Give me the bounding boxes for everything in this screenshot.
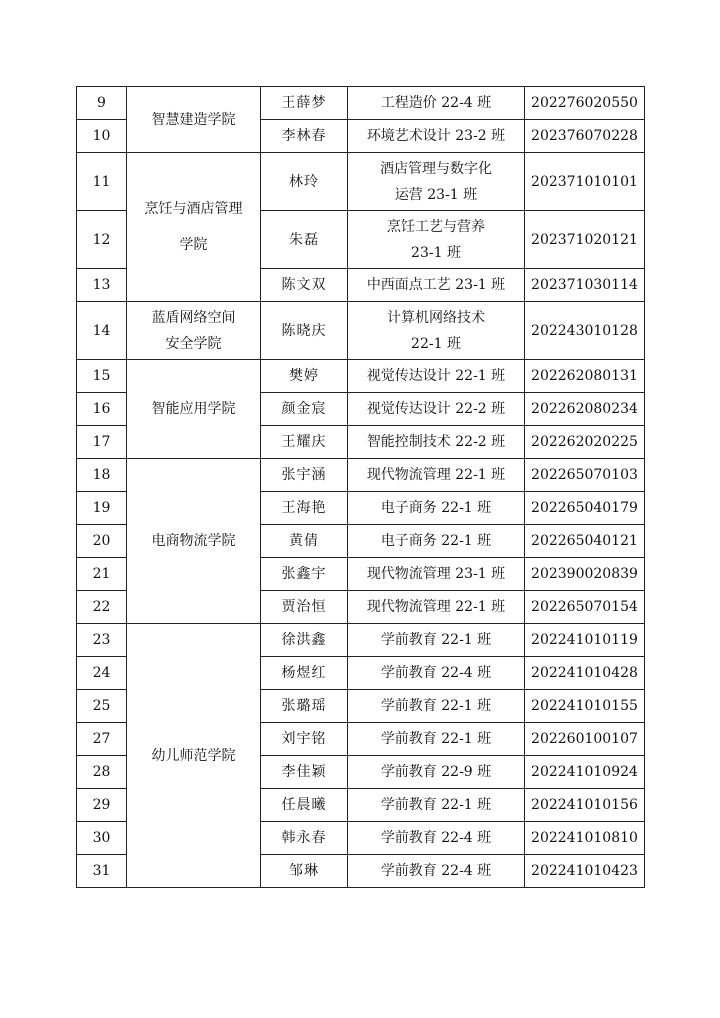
college-name: 智慧建造学院 xyxy=(151,111,236,128)
class-name: 现代物流管理 23-1 班 xyxy=(348,558,525,591)
student-name: 杨煜红 xyxy=(261,657,348,690)
table-row xyxy=(77,360,645,393)
student-name: 李佳颖 xyxy=(261,756,348,789)
student-id: 202265040179 xyxy=(525,492,645,525)
student-id: 202260100107 xyxy=(525,723,645,756)
student-id: 202241010119 xyxy=(525,624,645,657)
row-index: 23 xyxy=(77,624,127,657)
college-name-line-2: 学院 xyxy=(179,237,208,253)
table-row xyxy=(77,302,645,360)
row-index: 19 xyxy=(77,492,127,525)
student-id: 202243010128 xyxy=(525,302,645,360)
class-name xyxy=(348,302,525,360)
student-name: 樊婷 xyxy=(261,360,348,393)
class-name-line-2: 23-1 班 xyxy=(411,244,461,261)
row-index: 24 xyxy=(77,657,127,690)
student-id: 202262020225 xyxy=(525,426,645,459)
student-id: 202241010810 xyxy=(525,822,645,855)
row-index: 17 xyxy=(77,426,127,459)
student-name: 黄倩 xyxy=(261,525,348,558)
student-name: 任晨曦 xyxy=(261,789,348,822)
row-index: 29 xyxy=(77,789,127,822)
class-name xyxy=(348,153,525,211)
student-name: 李林春 xyxy=(261,120,348,153)
student-name: 张宇涵 xyxy=(261,459,348,492)
student-name: 贾治恒 xyxy=(261,591,348,624)
student-id: 202390020839 xyxy=(525,558,645,591)
class-name: 学前教育 22-4 班 xyxy=(348,855,525,888)
row-index: 10 xyxy=(77,120,127,153)
row-index: 25 xyxy=(77,690,127,723)
row-index: 28 xyxy=(77,756,127,789)
student-id: 202241010423 xyxy=(525,855,645,888)
student-id: 202262080234 xyxy=(525,393,645,426)
student-id: 202241010155 xyxy=(525,690,645,723)
class-name-line-1: 烹饪工艺与营养 xyxy=(387,218,485,235)
college-cell xyxy=(127,360,261,459)
college-name-line-1: 蓝盾网络空间 xyxy=(151,309,236,326)
row-index: 9 xyxy=(77,87,127,120)
row-index: 27 xyxy=(77,723,127,756)
class-name: 电子商务 22-1 班 xyxy=(348,492,525,525)
student-id: 202265040121 xyxy=(525,525,645,558)
table-row xyxy=(77,459,645,492)
college-cell xyxy=(127,153,261,302)
table-row xyxy=(77,87,645,120)
student-id: 202265070154 xyxy=(525,591,645,624)
row-index: 11 xyxy=(77,153,127,211)
class-name: 现代物流管理 22-1 班 xyxy=(348,591,525,624)
college-cell xyxy=(127,302,261,360)
class-name: 学前教育 22-1 班 xyxy=(348,690,525,723)
student-id: 202371030114 xyxy=(525,269,645,302)
student-id: 202265070103 xyxy=(525,459,645,492)
college-cell xyxy=(127,459,261,624)
row-index: 20 xyxy=(77,525,127,558)
class-name: 工程造价 22-4 班 xyxy=(348,87,525,120)
student-name: 陈晓庆 xyxy=(261,302,348,360)
class-name: 环境艺术设计 23-2 班 xyxy=(348,120,525,153)
row-index: 14 xyxy=(77,302,127,360)
student-id: 202241010924 xyxy=(525,756,645,789)
class-name: 视觉传达设计 22-2 班 xyxy=(348,393,525,426)
student-name: 徐洪鑫 xyxy=(261,624,348,657)
student-id: 202262080131 xyxy=(525,360,645,393)
row-index: 30 xyxy=(77,822,127,855)
row-index: 22 xyxy=(77,591,127,624)
class-name: 学前教育 22-4 班 xyxy=(348,822,525,855)
college-cell xyxy=(127,624,261,888)
student-name: 张鑫宇 xyxy=(261,558,348,591)
class-name: 学前教育 22-1 班 xyxy=(348,723,525,756)
student-name: 刘宇铭 xyxy=(261,723,348,756)
class-name: 现代物流管理 22-1 班 xyxy=(348,459,525,492)
college-name-line-1: 烹饪与酒店管理 xyxy=(144,201,243,217)
class-name: 学前教育 22-1 班 xyxy=(348,789,525,822)
student-name: 邹琳 xyxy=(261,855,348,888)
student-id: 202371010101 xyxy=(525,153,645,211)
student-id: 202276020550 xyxy=(525,87,645,120)
college-name: 电商物流学院 xyxy=(151,533,236,549)
student-name: 王海艳 xyxy=(261,492,348,525)
student-roster-table xyxy=(76,86,645,888)
row-index: 12 xyxy=(77,211,127,269)
row-index: 31 xyxy=(77,855,127,888)
row-index: 15 xyxy=(77,360,127,393)
row-index: 18 xyxy=(77,459,127,492)
college-name: 幼儿师范学院 xyxy=(151,747,236,764)
table-row xyxy=(77,153,645,211)
student-id: 202376070228 xyxy=(525,120,645,153)
row-index: 16 xyxy=(77,393,127,426)
student-name: 朱磊 xyxy=(261,211,348,269)
college-name-line-2: 安全学院 xyxy=(165,335,222,352)
class-name xyxy=(348,211,525,269)
class-name: 学前教育 22-4 班 xyxy=(348,657,525,690)
student-id: 202241010428 xyxy=(525,657,645,690)
college-cell xyxy=(127,87,261,153)
student-name: 张璐瑶 xyxy=(261,690,348,723)
student-name: 王耀庆 xyxy=(261,426,348,459)
student-name: 王薛梦 xyxy=(261,87,348,120)
class-name: 视觉传达设计 22-1 班 xyxy=(348,360,525,393)
class-name-line-2: 运营 23-1 班 xyxy=(394,186,478,203)
class-name-line-1: 计算机网络技术 xyxy=(387,309,485,326)
college-name: 智能应用学院 xyxy=(151,401,236,417)
student-id: 202371020121 xyxy=(525,211,645,269)
student-name: 陈文双 xyxy=(261,269,348,302)
student-name: 韩永春 xyxy=(261,822,348,855)
table-row xyxy=(77,624,645,657)
class-name: 学前教育 22-1 班 xyxy=(348,624,525,657)
student-name: 颜金宸 xyxy=(261,393,348,426)
class-name: 智能控制技术 22-2 班 xyxy=(348,426,525,459)
class-name: 电子商务 22-1 班 xyxy=(348,525,525,558)
class-name-line-1: 酒店管理与数字化 xyxy=(380,160,492,177)
class-name-line-2: 22-1 班 xyxy=(411,335,461,352)
student-id: 202241010156 xyxy=(525,789,645,822)
class-name: 中西面点工艺 23-1 班 xyxy=(348,269,525,302)
row-index: 21 xyxy=(77,558,127,591)
class-name: 学前教育 22-9 班 xyxy=(348,756,525,789)
row-index: 13 xyxy=(77,269,127,302)
student-name: 林玲 xyxy=(261,153,348,211)
